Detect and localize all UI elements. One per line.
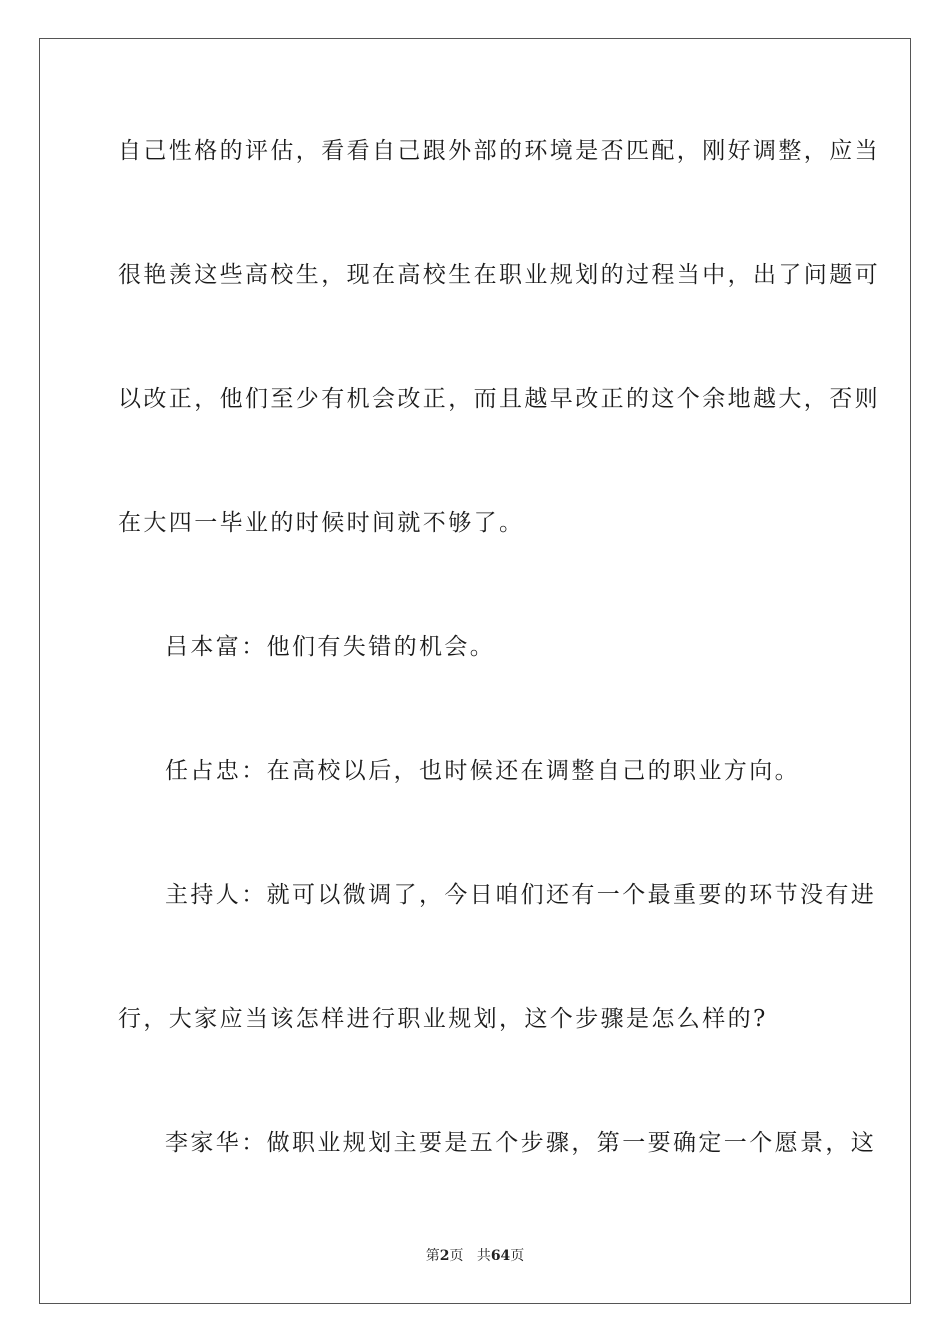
body-line-2: 很艳羡这些高校生，现在高校生在职业规划的过程当中，出了问题可 <box>118 262 880 288</box>
footer-total-suffix: 页 <box>510 1248 525 1264</box>
footer-page-number: 2 <box>439 1248 450 1264</box>
footer-page-prefix: 第 <box>425 1248 440 1264</box>
footer-total-pages: 64 <box>490 1248 511 1264</box>
body-line-3: 以改正，他们至少有机会改正，而且越早改正的这个余地越大，否则 <box>118 386 880 412</box>
body-line-1: 自己性格的评估，看看自己跟外部的环境是否匹配，刚好调整，应当 <box>118 138 880 164</box>
page-footer <box>0 1247 950 1265</box>
page-border <box>39 38 911 1304</box>
footer-total-prefix: 共 <box>476 1248 491 1264</box>
body-line-7: 主持人：就可以微调了，今日咱们还有一个最重要的环节没有进 <box>165 882 877 908</box>
body-line-5: 吕本富：他们有失错的机会。 <box>165 634 496 660</box>
body-line-6: 任占忠：在高校以后，也时候还在调整自己的职业方向。 <box>165 758 800 784</box>
body-line-8: 行，大家应当该怎样进行职业规划，这个步骤是怎么样的? <box>118 1006 768 1032</box>
footer-page-suffix: 页 <box>449 1248 464 1264</box>
body-line-4: 在大四一毕业的时候时间就不够了。 <box>118 510 525 536</box>
body-line-9: 李家华：做职业规划主要是五个步骤，第一要确定一个愿景，这 <box>165 1130 877 1156</box>
